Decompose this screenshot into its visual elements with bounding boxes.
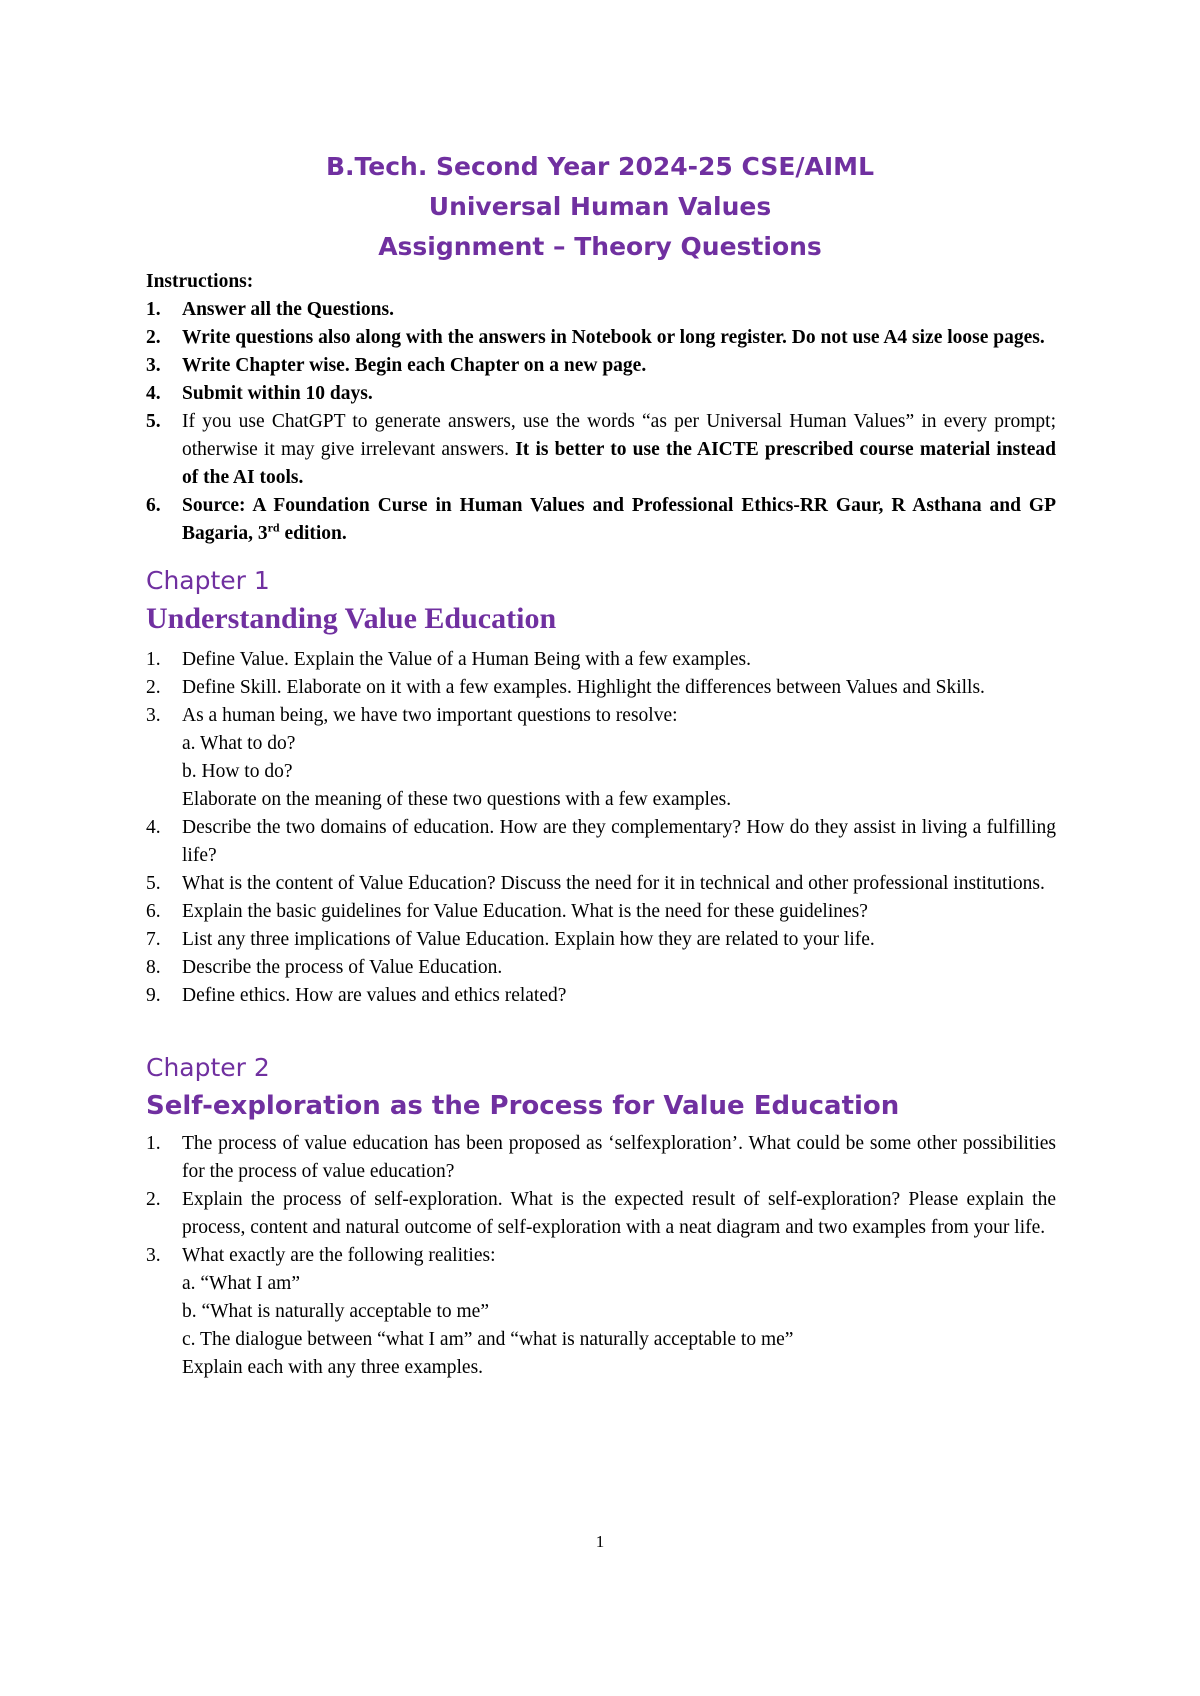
chapter-2-title: Self-exploration as the Process for Value Education — [146, 1091, 900, 1121]
question-number: 7. — [146, 929, 161, 950]
question-number: 3. — [146, 705, 161, 726]
question-number: 6. — [146, 901, 161, 922]
instruction-text: If you use ChatGPT to generate answers, use the words “as per Universal Human Values” in every prompt; otherwise it may give irrelevant answers. — [182, 411, 1056, 460]
instruction-text: edition. — [279, 523, 347, 544]
sub-question-note: Explain each with any three examples. — [182, 1357, 484, 1378]
question-text: Describe the two domains of education. How are they complementary? How do they assist in living a fulfilling life? — [182, 817, 1056, 866]
item-number: 2. — [146, 327, 161, 348]
question-item — [146, 982, 1056, 1010]
instruction-text: Write questions also along with the answers in Notebook or long register. Do not use A4 size loose pages. — [182, 327, 1045, 348]
question-item — [146, 1130, 1056, 1186]
question-number: 1. — [146, 1133, 161, 1154]
instructions-section — [146, 268, 1056, 548]
question-number: 3. — [146, 1245, 161, 1266]
instruction-text: Source: A Foundation Curse in Human Values and Professional Ethics-RR Gaur, R Asthana and GP Bagaria, 3 — [182, 495, 1056, 544]
question-text: Define ethics. How are values and ethics related? — [182, 985, 567, 1006]
question-text: Explain the basic guidelines for Value Education. What is the need for these guidelines? — [182, 901, 868, 922]
chapter-1-label: Chapter 1 — [146, 566, 270, 595]
question-text: List any three implications of Value Education. Explain how they are related to your life. — [182, 929, 875, 950]
instruction-item — [146, 380, 1056, 408]
question-text: Explain the process of self-exploration. What is the expected result of self-exploration? Please explain the process, content and natural outcome of self-exploration with a neat diagram and two examples from your life. — [182, 1189, 1056, 1238]
instruction-text-emphasis: It is better to use the AICTE prescribed course material instead of the AI tools. — [182, 439, 1057, 488]
instruction-item — [146, 324, 1056, 352]
instructions-heading: Instructions: — [146, 271, 254, 292]
instruction-text: Write Chapter wise. Begin each Chapter on a new page. — [182, 355, 647, 376]
sub-question: b. How to do? — [182, 761, 293, 782]
instruction-item — [146, 352, 1056, 380]
question-item — [146, 1242, 1056, 1382]
question-number: 9. — [146, 985, 161, 1006]
question-item — [146, 674, 1056, 702]
question-text: As a human being, we have two important questions to resolve: — [182, 705, 678, 726]
instructions-list — [146, 296, 1056, 548]
instruction-item — [146, 296, 1056, 324]
chapter-1-questions — [146, 646, 1056, 1010]
item-number: 1. — [146, 299, 161, 320]
subject-title: Universal Human Values — [428, 192, 772, 221]
question-item — [146, 926, 1056, 954]
question-text: What exactly are the following realities: — [182, 1245, 496, 1266]
question-item — [146, 954, 1056, 982]
instruction-item — [146, 492, 1056, 548]
question-number: 8. — [146, 957, 161, 978]
sub-question: b. “What is naturally acceptable to me” — [182, 1301, 489, 1322]
question-text: Define Skill. Elaborate on it with a few examples. Highlight the differences between Values and Skills. — [182, 677, 985, 698]
question-text: The process of value education has been proposed as ‘selfexploration’. What could be some other possibilities for the process of value education? — [182, 1133, 1056, 1182]
chapter-1-title: Understanding Value Education — [146, 602, 557, 635]
item-number: 4. — [146, 383, 161, 404]
question-text: Define Value. Explain the Value of a Human Being with a few examples. — [182, 649, 751, 670]
item-number: 3. — [146, 355, 161, 376]
course-title: B.Tech. Second Year 2024-25 CSE/AIML — [325, 152, 874, 181]
instruction-text: Submit within 10 days. — [182, 383, 373, 404]
instruction-item — [146, 408, 1056, 492]
page-number: 1 — [595, 1532, 605, 1551]
chapter-2-questions — [146, 1130, 1056, 1382]
question-item — [146, 702, 1056, 814]
item-number: 5. — [146, 411, 161, 432]
assignment-title: Assignment – Theory Questions — [378, 232, 822, 261]
superscript: rd — [267, 520, 280, 535]
question-item — [146, 870, 1056, 898]
question-text: What is the content of Value Education? Discuss the need for it in technical and other professional institutions. — [182, 873, 1045, 894]
sub-question-note: Elaborate on the meaning of these two questions with a few examples. — [182, 789, 732, 810]
question-item — [146, 898, 1056, 926]
question-number: 2. — [146, 677, 161, 698]
sub-question: a. “What I am” — [182, 1273, 301, 1294]
question-item — [146, 646, 1056, 674]
question-item — [146, 1186, 1056, 1242]
question-number: 1. — [146, 649, 161, 670]
question-number: 2. — [146, 1189, 161, 1210]
chapter-2-label: Chapter 2 — [146, 1053, 270, 1082]
question-item — [146, 814, 1056, 870]
sub-question: c. The dialogue between “what I am” and “what is naturally acceptable to me” — [182, 1329, 794, 1350]
instruction-text: Answer all the Questions. — [182, 299, 394, 320]
sub-question: a. What to do? — [182, 733, 296, 754]
question-text: Describe the process of Value Education. — [182, 957, 503, 978]
item-number: 6. — [146, 495, 161, 516]
question-number: 5. — [146, 873, 161, 894]
question-number: 4. — [146, 817, 161, 838]
